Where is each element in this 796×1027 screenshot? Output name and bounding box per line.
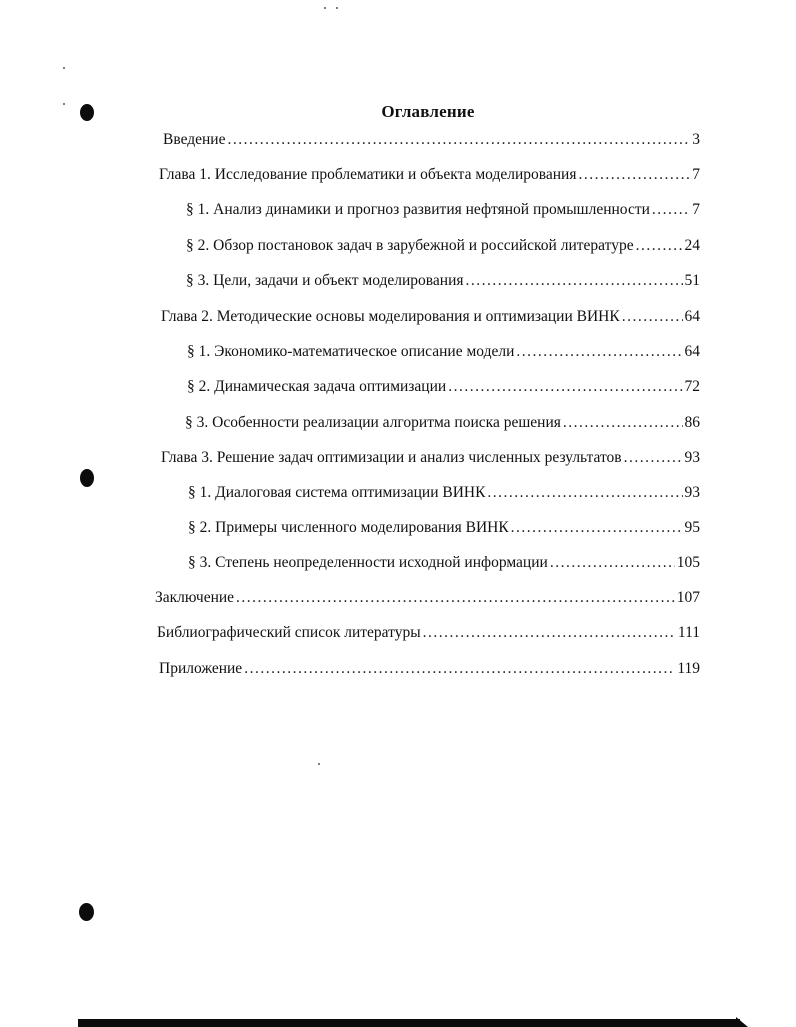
toc-entry-page: 95 — [684, 519, 700, 536]
dot-leader — [423, 623, 676, 643]
dot-leader — [563, 413, 683, 433]
toc-entry-title: § 1. Диалоговая система оптимизации ВИНК — [188, 484, 486, 501]
toc-entry-section-3-1 — [188, 483, 700, 503]
page-title: Оглавление — [381, 102, 475, 121]
scan-edge-bar — [78, 1019, 740, 1027]
toc-entry-title: § 3. Цели, задачи и объект моделирования — [186, 272, 464, 289]
toc-entry-page: 64 — [684, 308, 700, 325]
dot-leader — [652, 200, 690, 220]
toc-entry-page: 111 — [677, 624, 700, 641]
toc-entry-page: 3 — [692, 131, 700, 148]
dot-leader — [244, 659, 675, 679]
toc-entry-title: § 3. Особенности реализации алгоритма поиска решения — [185, 414, 561, 431]
toc-entry-title: § 1. Анализ динамики и прогноз развития нефтяной промышленности — [186, 201, 650, 218]
toc-entry-page: 107 — [676, 589, 700, 606]
toc-entry-title: § 2. Обзор постановок задач в зарубежной и российской литературе — [186, 237, 634, 254]
toc-entry-title: Введение — [163, 131, 226, 148]
toc-entry-page: 24 — [684, 237, 700, 254]
toc-entry-title: Приложение — [159, 660, 243, 677]
toc-entry-section-2-1 — [187, 342, 700, 362]
toc-entry-title: Глава 1. Исследование проблематики и объекта моделирования — [159, 166, 577, 183]
toc-entry-chapter-2 — [161, 307, 700, 327]
toc-entry-bibliography — [157, 623, 700, 643]
toc-entry-title: Глава 2. Методические основы моделирования и оптимизации ВИНК — [161, 308, 620, 325]
toc-entry-chapter-3 — [161, 448, 700, 468]
toc-entry-conclusion — [155, 588, 700, 608]
toc-entry-appendix — [159, 659, 700, 679]
dot-leader — [636, 236, 683, 256]
toc-entry-page: 7 — [692, 166, 700, 183]
dot-leader — [624, 448, 683, 468]
dot-leader — [516, 342, 682, 362]
dot-leader — [550, 553, 675, 573]
toc-entry-title: Заключение — [155, 589, 235, 606]
toc-entry-chapter-1 — [159, 165, 700, 185]
toc-entry-page: 51 — [684, 272, 700, 289]
toc-entry-section-1-1 — [186, 200, 700, 220]
toc-entry-page: 93 — [684, 449, 700, 466]
dot-leader — [511, 518, 683, 538]
dot-leader — [236, 588, 675, 608]
toc-entry-title: § 2. Динамическая задача оптимизации — [187, 378, 447, 395]
toc-entry-page: 86 — [684, 414, 700, 431]
dot-leader — [448, 377, 682, 397]
toc-entry-section-1-3 — [186, 271, 700, 291]
toc-entry-section-2-2 — [187, 377, 700, 397]
toc-entry-page: 72 — [684, 378, 700, 395]
toc-entry-page: 64 — [684, 343, 700, 360]
dot-leader — [622, 307, 683, 327]
toc-entry-title: § 1. Экономико-математическое описание модели — [187, 343, 515, 360]
toc-entry-title: Библиографический список литературы — [157, 624, 421, 641]
toc-entry-section-3-3 — [188, 553, 700, 573]
toc-entry-page: 105 — [676, 554, 700, 571]
toc-entry-section-3-2 — [188, 518, 700, 538]
dot-leader — [487, 483, 682, 503]
toc-entry-section-2-3 — [185, 413, 700, 433]
scan-edge-bar-tail — [736, 1017, 748, 1027]
dot-leader — [578, 165, 690, 185]
dot-leader — [466, 271, 683, 291]
toc-entry-page: 7 — [692, 201, 700, 218]
toc-entry-title: § 2. Примеры численного моделирования ВИНК — [188, 519, 509, 536]
toc-entry-page: 93 — [684, 484, 700, 501]
dot-leader — [227, 130, 690, 150]
toc-entry-title: Глава 3. Решение задач оптимизации и анализ численных результатов — [161, 449, 622, 466]
toc-entry-page: 119 — [677, 660, 700, 677]
toc-entry-introduction — [163, 130, 700, 150]
toc-entry-title: § 3. Степень неопределенности исходной информации — [188, 554, 548, 571]
toc-entry-section-1-2 — [186, 236, 700, 256]
